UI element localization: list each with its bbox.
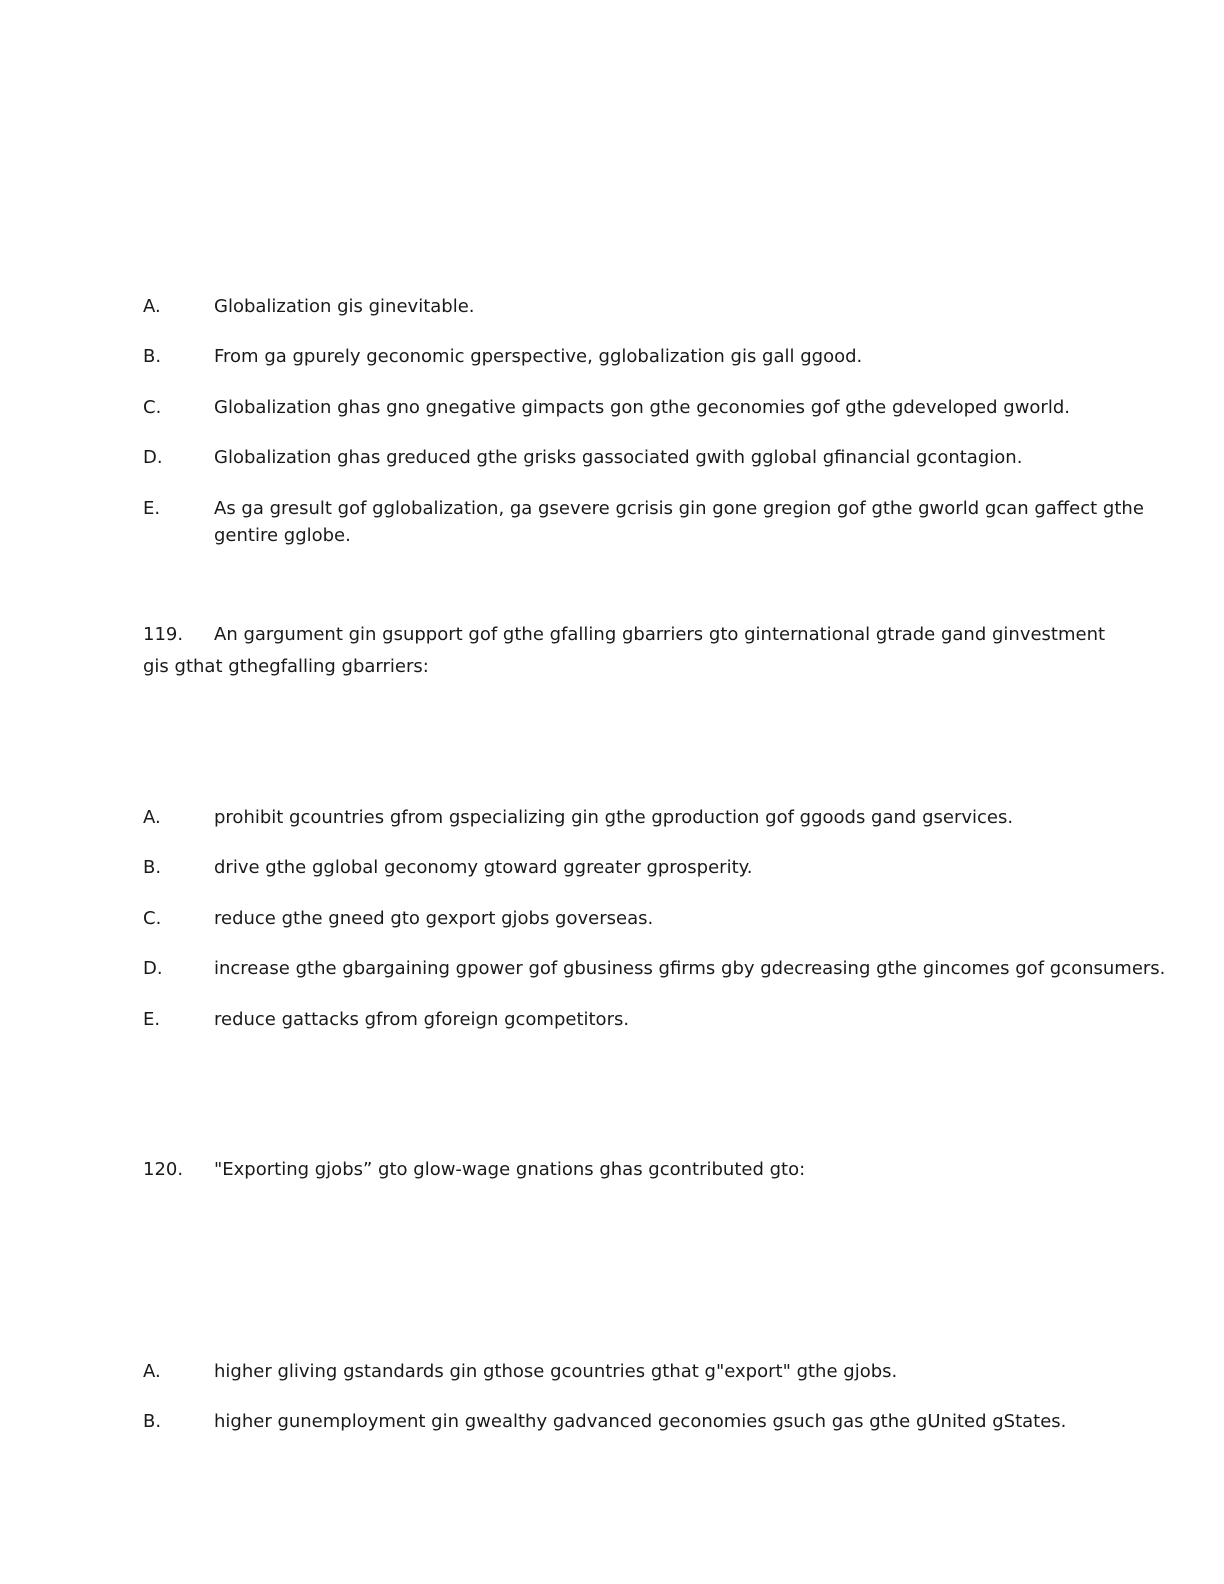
question-number: 120. xyxy=(143,1159,184,1180)
option-letter: B. xyxy=(143,857,162,878)
question-stem: "Exporting gjobs” gto glow-wage gnations ghas gcontributed gto: xyxy=(214,1159,806,1180)
option-letter: B. xyxy=(143,346,162,367)
option-letter: A. xyxy=(143,296,161,317)
option-text: reduce gthe gneed gto gexport gjobs goverseas. xyxy=(214,908,654,929)
option-text: From ga gpurely geconomic gperspective, gglobalization gis gall ggood. xyxy=(214,346,863,367)
option-letter: C. xyxy=(143,908,162,929)
option-letter: D. xyxy=(143,447,163,468)
question-stem-continued: gis gthat gthegfalling gbarriers: xyxy=(143,656,429,677)
option-letter: D. xyxy=(143,958,163,979)
option-letter: E. xyxy=(143,1009,161,1030)
option-text: Globalization ghas gno gnegative gimpacts gon gthe geconomies gof gthe gdeveloped gworld. xyxy=(214,397,1070,418)
option-text-continued: gentire gglobe. xyxy=(214,525,351,546)
option-letter: B. xyxy=(143,1411,162,1432)
question-stem: An gargument gin gsupport gof gthe gfalling gbarriers gto ginternational gtrade gand ginvestment xyxy=(214,624,1106,645)
option-letter: A. xyxy=(143,807,161,828)
option-text: increase gthe gbargaining gpower gof gbusiness gfirms gby gdecreasing gthe gincomes gof gconsumers. xyxy=(214,958,1166,979)
option-text: drive gthe gglobal geconomy gtoward ggreater gprosperity. xyxy=(214,857,753,878)
option-letter: C. xyxy=(143,397,162,418)
option-text: Globalization gis ginevitable. xyxy=(214,296,475,317)
option-text: higher gliving gstandards gin gthose gcountries gthat g"export" gthe gjobs. xyxy=(214,1361,898,1382)
option-letter: A. xyxy=(143,1361,161,1382)
option-text: As ga gresult gof gglobalization, ga gsevere gcrisis gin gone gregion gof gthe gworld gcan gaffect gthe xyxy=(214,498,1144,519)
option-text: higher gunemployment gin gwealthy gadvanced geconomies gsuch gas gthe gUnited gStates. xyxy=(214,1411,1067,1432)
option-letter: E. xyxy=(143,498,161,519)
option-text: prohibit gcountries gfrom gspecializing gin gthe gproduction gof ggoods gand gservices. xyxy=(214,807,1014,828)
option-text: reduce gattacks gfrom gforeign gcompetitors. xyxy=(214,1009,630,1030)
question-number: 119. xyxy=(143,624,184,645)
option-text: Globalization ghas greduced gthe grisks gassociated gwith gglobal gfinancial gcontagion. xyxy=(214,447,1023,468)
